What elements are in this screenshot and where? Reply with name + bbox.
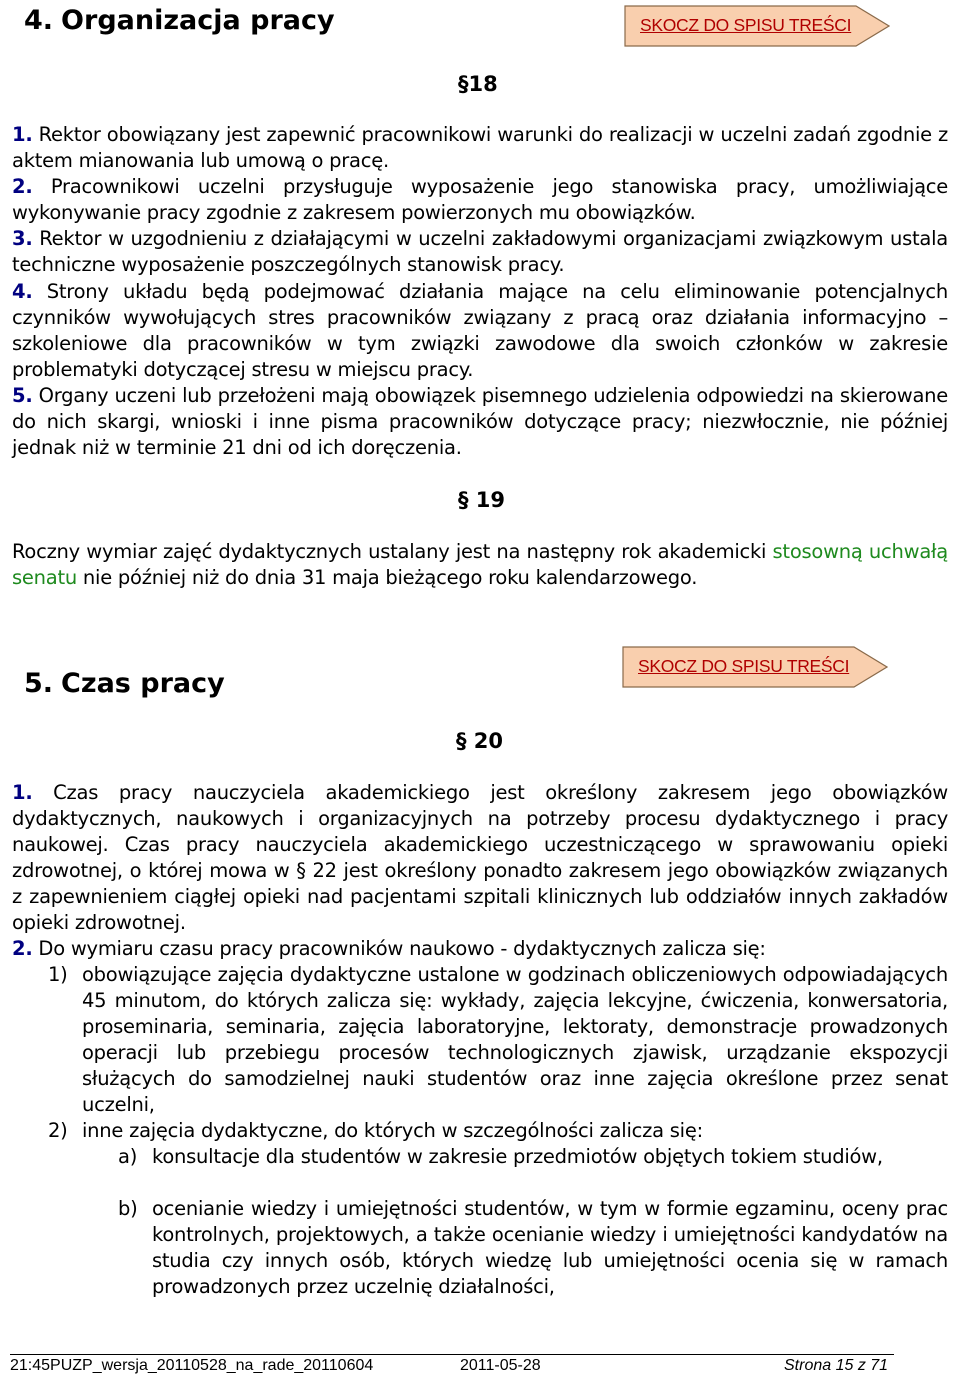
skip-to-toc-link[interactable] bbox=[622, 646, 888, 688]
paragraph-mark: § 19 bbox=[458, 488, 506, 512]
section-heading bbox=[24, 5, 335, 36]
list-marker: a) bbox=[118, 1145, 138, 1168]
section-number: 5. bbox=[24, 668, 54, 699]
list-marker: 2) bbox=[48, 1119, 68, 1142]
list-item-text: ocenianie wiedzy i umiejętności studentów, w tym w formie egzaminu, oceny prac kontrolnych, projektowych, a także ocenianie wiedzy i umiejętności kandydatów na studia czy innych osób, których wiedzę lub umiejętności ocenia się w ramach prowadzonych przez uczelnię działalności, bbox=[152, 1197, 948, 1298]
paragraph-mark: § 20 bbox=[456, 729, 504, 753]
point-3: 3. Rektor w uzgodnieniu z działającymi w uczelni zakładowymi organizacjami związkowym ustala techniczne wyposażenie poszczególnych stanowisk pracy. bbox=[12, 227, 948, 276]
section-heading bbox=[24, 668, 225, 699]
senate-resolution-link[interactable]: stosowną uchwałą senatu bbox=[12, 540, 949, 589]
paragraph-19-text: Roczny wymiar zajęć dydaktycznych ustalany jest na następny rok akademicki stosowną uchwałą senatu nie później niż do dnia 31 maja bieżącego roku kalendarzowego. bbox=[12, 540, 949, 589]
list-marker: 1) bbox=[48, 963, 68, 986]
skip-link-label: SKOCZ DO SPISU TREŚCI bbox=[640, 15, 852, 35]
list-item bbox=[48, 962, 948, 1118]
point-number: 1. bbox=[12, 123, 33, 146]
point-number: 2. bbox=[12, 937, 33, 960]
point-number: 5. bbox=[12, 384, 33, 407]
sublist-item bbox=[118, 1196, 948, 1326]
footer-date: 2011-05-28 bbox=[460, 1357, 541, 1374]
list-item-text: inne zajęcia dydaktyczne, do których w szczególności zalicza się: bbox=[82, 1119, 703, 1142]
section-title: Organizacja pracy bbox=[61, 5, 335, 36]
point-2: 2. Do wymiaru czasu pracy pracowników naukowo - dydaktycznych zalicza się: bbox=[12, 937, 766, 960]
list-item-text: obowiązujące zajęcia dydaktyczne ustalone w godzinach obliczeniowych odpowiadających 45 minutom, do których zalicza się: wykłady, zajęcia lekcyjne, ćwiczenia, konwersatoria, proseminaria, seminaria, zajęcia laboratoryjne, lektoraty, demonstracje prowadzonych operacji lub przebiegu procesów technologicznych zjawisk, urządzanie ekspozycji służących do samodzielnej nauki studentów oraz inne zajęcia określone przez senat uczelni, bbox=[82, 963, 948, 1116]
point-number: 3. bbox=[12, 227, 33, 250]
skip-link-label: SKOCZ DO SPISU TREŚCI bbox=[638, 656, 850, 676]
footer-divider bbox=[10, 1354, 894, 1355]
section-number: 4. bbox=[24, 5, 54, 36]
point-number: 2. bbox=[12, 175, 33, 198]
footer-page-number: Strona 15 z 71 bbox=[784, 1357, 889, 1374]
list-item bbox=[48, 1118, 948, 1144]
list-marker: b) bbox=[118, 1197, 138, 1220]
point-1: 1. Czas pracy nauczyciela akademickiego jest określony zakresem jego obowiązków dydaktycznych, naukowych i organizacyjnych na potrzeby procesu dydaktycznego i pracy naukowej. Czas pracy nauczyciela akademickiego uczestniczącego w sprawowaniu opieki zdrowotnej, o której mowa w § 22 jest określony ponadto zakresem jego obowiązków związanych z zapewnieniem ciągłej opieki nad pacjentami szpitali klinicznych lub oddziałów innych zakładów opieki zdrowotnej. bbox=[12, 781, 948, 934]
skip-to-toc-link[interactable] bbox=[624, 5, 890, 47]
point-4: 4. Strony układu będą podejmować działania mające na celu eliminowanie potencjalnych czynników wywołujących stres pracowników związany z pracą oraz działania informacyjno – szkoleniowe dla pracowników w tym związki zawodowe dla swoich członków w zakresie problematyki dotyczącej stresu w miejscu pracy. bbox=[12, 280, 948, 381]
point-5: 5. Organy uczeni lub przełożeni mają obowiązek pisemnego udzielenia odpowiedzi na skierowane do nich skargi, wnioski i inne pisma pracowników dotyczące pracy; niezwłocznie, nie później jednak niż w terminie 21 dni od ich doręczenia. bbox=[12, 384, 948, 459]
point-number: 1. bbox=[12, 781, 33, 804]
paragraph-mark: §18 bbox=[458, 72, 498, 96]
point-2: 2. Pracownikowi uczelni przysługuje wyposażenie jego stanowiska pracy, umożliwiające wykonywanie pracy zgodnie z zakresem powierzonych mu obowiązków. bbox=[12, 175, 948, 224]
footer-document-name: 21:45PUZP_wersja_20110528_na_rade_20110604 bbox=[10, 1357, 374, 1374]
sublist-item bbox=[118, 1144, 948, 1196]
list-item-text: konsultacje dla studentów w zakresie przedmiotów objętych tokiem studiów, bbox=[152, 1145, 883, 1168]
point-1: 1. Rektor obowiązany jest zapewnić pracownikowi warunki do realizacji w uczelni zadań zgodnie z aktem mianowania lub umową o pracę. bbox=[12, 123, 948, 172]
section-title: Czas pracy bbox=[61, 668, 225, 699]
point-number: 4. bbox=[12, 280, 33, 303]
